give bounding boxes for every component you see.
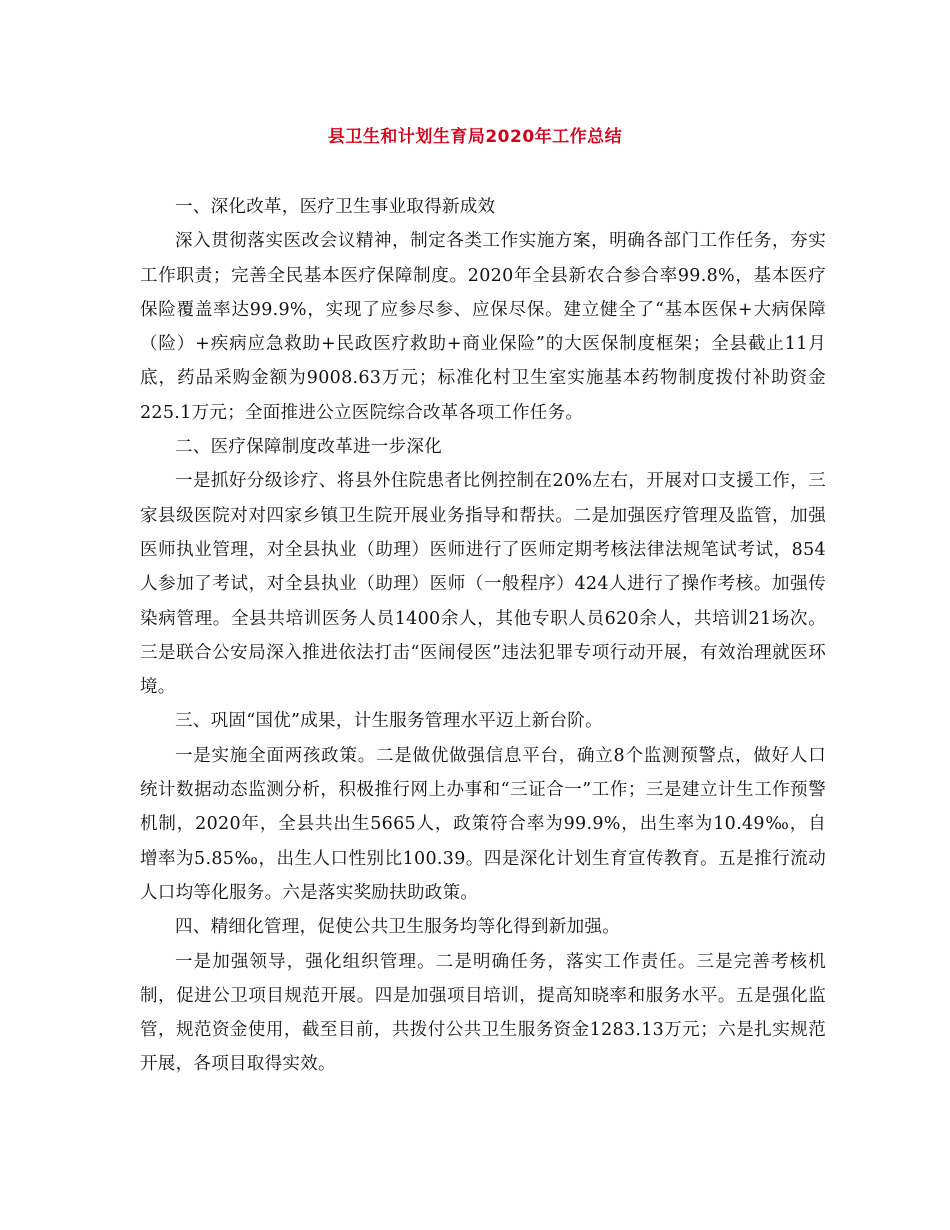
section-heading-4: 四、精细化管理，促使公共卫生服务均等化得到新加强。 (175, 917, 620, 938)
document-title: 县卫生和计划生育局2020年工作总结 (327, 127, 623, 147)
section-heading-1: 一、深化改革，医疗卫生事业取得新成效 (175, 197, 496, 217)
section-heading-2: 二、医疗保障制度改革进一步深化 (175, 437, 442, 458)
document-body (140, 190, 826, 1082)
section-paragraph-3: 一是实施全面两孩政策。二是做优做强信息平台，确立8个监测预警点，做好人口统计数据动态监测分析，积极推行网上办事和“三证合一”工作；三是建立计生工作预警机制，2020年，全县共出生5665人，政策符合率为99.9%，出生率为10.49‰，自增率为5.85‰，出生人口性别比100.39。四是深化计划生育宣传教育。五是推行流动人口均等化服务。六是落实奖励扶助政策。 (140, 745, 826, 903)
section-paragraph-2: 一是抓好分级诊疗、将县外住院患者比例控制在20%左右，开展对口支援工作，三家县级医院对对四家乡镇卫生院开展业务指导和帮扶。二是加强医疗管理及监管，加强医师执业管理，对全县执业（助理）医师进行了医师定期考核法律法规笔试考试，854人参加了考试，对全县执业（助理）医师（一般程序）424人进行了操作考核。加强传染病管理。全县共培训医务人员1400余人，其他专职人员620余人，共培训21场次。三是联合公安局深入推进依法打击“医闹侵医”违法犯罪专项行动开展，有效治理就医环境。 (140, 471, 826, 698)
section-paragraph-1: 深入贯彻落实医改会议精神，制定各类工作实施方案，明确各部门工作任务，夯实工作职责；完善全民基本医疗保障制度。2020年全县新农合参合率99.8%，基本医疗保险覆盖率达99.9%，实现了应参尽参、应保尽保。建立健全了“基本医保+大病保障（险）+疾病应急救助+民政医疗救助+商业保险”的大医保制度框架；全县截止11月底，药品采购金额为9008.63万元；标准化村卫生室实施基本药物制度拨付补助资金225.1万元；全面推进公立医院综合改革各项工作任务。 (140, 231, 826, 423)
section-heading-3: 三、巩固“国优”成果，计生服务管理水平迈上新台阶。 (175, 711, 603, 732)
section-paragraph-4: 一是加强领导，强化组织管理。二是明确任务，落实工作责任。三是完善考核机制，促进公卫项目规范开展。四是加强项目培训，提高知晓率和服务水平。五是强化监管，规范资金使用，截至目前，共拨付公共卫生服务资金1283.13万元；六是扎实规范开展，各项目取得实效。 (140, 951, 826, 1075)
